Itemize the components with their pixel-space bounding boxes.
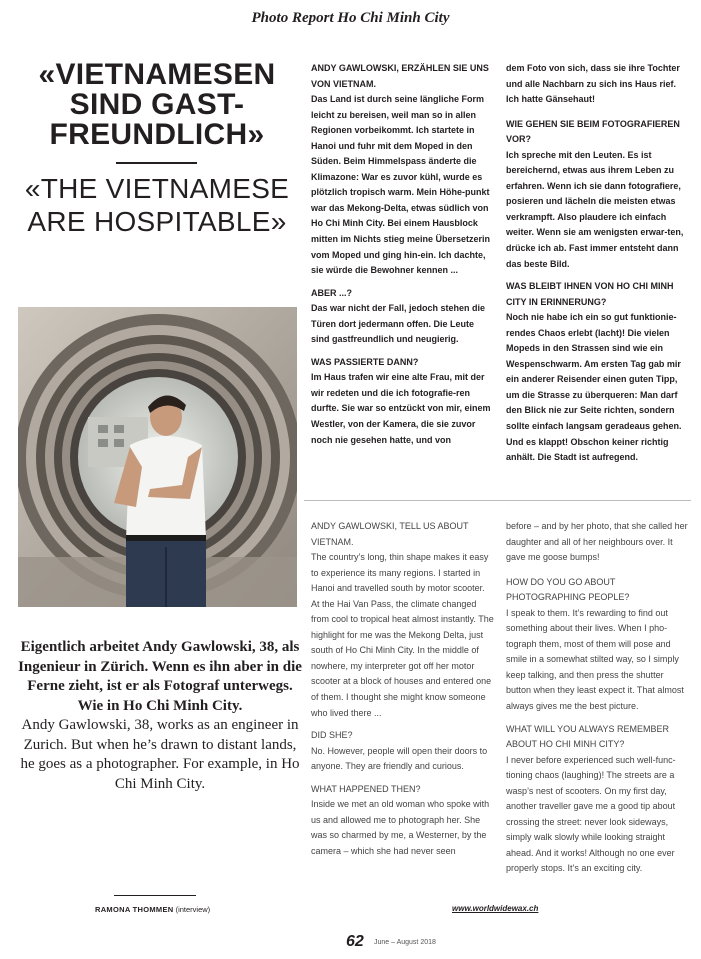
headline-german: «VIETNAMESEN SIND GAST-FREUNDLICH» [38, 58, 276, 151]
interview-answer: No. However, people will open their doors to anyone. They are friendly and curious. [311, 745, 488, 772]
language-divider [304, 500, 691, 501]
headline-english: «THE VIETNAMESE ARE HOSPITABLE» [24, 173, 290, 237]
interview-question: ANDY GAWLOWSKI, TELL US ABOUT VIETNAM. [311, 521, 469, 547]
interview-qa [506, 61, 690, 108]
interview-answer: I speak to them. It’s rewarding to find out something about their lives. When I pho-tograph them, most of them will pose and smile in a somewhat stilted way, so I simply keep talking, and then press the shutter button when they least expect it. That almost always gives me the best picture. [506, 607, 684, 712]
interview-qa [311, 728, 495, 775]
interview-qa [311, 782, 495, 860]
interview-question: WHAT WILL YOU ALWAYS REMEMBER ABOUT HO CHI MINH CITY? [506, 723, 670, 750]
credit-line [95, 905, 210, 914]
page-number: 62 [346, 933, 364, 950]
interview-question: DID SHE? [311, 730, 353, 741]
interview-answer: Das war nicht der Fall, jedoch stehen die Türen dort jedermann offen. Die Leute sind gastfreundlich und neugierig. [311, 303, 486, 345]
interview-qa [311, 286, 495, 348]
german-interview-column-1 [311, 61, 495, 455]
interview-qa [506, 117, 690, 272]
interview-answer: I never before experienced such well-func-tioning chaos (laughing)! The streets are a wasp’s nest of scooters. On my first day, another traveller gave me a good tip about crossing the street: never look sideways, simply walk slowly while looking straight ahead. And it works! Although no one ever properly stops. It’s an exciting city. [506, 754, 676, 874]
interview-answer: The country’s long, thin shape makes it easy to experience its many regions. I started in Hanoi and travelled south by motor scooter. At the Hai Van Pass, the climate changed from cool to tropical heat almost instantly. The highlight for me was the Mekong Delta, just south of Ho Chi Minh City. In the middle of nowhere, my interpreter got off her motor scooter at a block of houses and entered one of them. I thought she might know someone who lived there ... [311, 552, 494, 718]
english-interview-column-2 [506, 519, 690, 884]
interview-answer: Das Land ist durch seine längliche Form leicht zu bereisen, weil man so in allen Regionen vorbeikommt. Ich startete in Hanoi und fuhr mit dem Moped in den Süden. Beim Himmelspass änderte die Klimazone: War es zuvor kühl, wurde es plötzlich tropisch warm. Mein Höhe-punkt war das Mekong-Delta, etwas südlich von Ho Chi Minh City. Bei einem Hausblock mitten im Nichts stieg meine Übersetzerin vom Moped und ging hin-ein. Ich dachte, sie würde die Bewohner kennen ... [311, 94, 491, 276]
interview-qa [506, 279, 690, 466]
interview-answer: Inside we met an old woman who spoke with us and allowed me to photograph her. She was so charmed by me, a Westerner, by the camera – which she had never seen [311, 799, 490, 856]
german-interview-column-2 [506, 61, 690, 473]
interview-question: ABER ...? [311, 287, 353, 298]
interview-question: WIE GEHEN SIE BEIM FOTOGRAFIEREN VOR? [506, 118, 680, 145]
interview-qa [311, 519, 495, 721]
interview-qa [506, 722, 690, 877]
interview-question: HOW DO YOU GO ABOUT PHOTOGRAPHING PEOPLE? [506, 576, 630, 603]
credit-divider [114, 895, 196, 896]
intro-english: Andy Gawlowski, 38, works as an engineer in Zurich. But when he’s drawn to distant lands, he goes as a photographer. For example, in Ho Chi Minh City. [20, 717, 300, 792]
interview-qa [311, 355, 495, 448]
intro-german: Eigentlich arbeitet Andy Gawlowski, 38, als Ingenieur in Zürich. Wenn es ihn aber in die Ferne zieht, ist er als Fotograf unterwegs. Wie in Ho Chi Minh City. [18, 639, 302, 714]
concrete-ring-illustration [18, 307, 297, 607]
interview-question: WHAT HAPPENED THEN? [311, 783, 421, 794]
english-interview-column-1 [311, 519, 495, 866]
interview-qa [311, 61, 495, 279]
portrait-photo [18, 307, 297, 607]
intro-text [16, 638, 304, 794]
interview-answer: dem Foto von sich, dass sie ihre Tochter und alle Nachbarn zu sich ins Haus rief. Ich hatte Gänsehaut! [506, 63, 680, 105]
credit-role: (interview) [175, 905, 211, 914]
interview-question: WAS PASSIERTE DANN? [311, 356, 419, 367]
interview-answer: Im Haus trafen wir eine alte Frau, mit der wir redeten und die ich fotografie-ren durfte. Sie war so entzückt von mir, einem Westler, von der Kamera, die sie zuvor noch nie gesehen hatte, und von [311, 372, 491, 445]
interview-question: WAS BLEIBT IHNEN VON HO CHI MINH CITY IN ERINNERUNG? [506, 281, 674, 307]
interview-question: ANDY GAWLOWSKI, ERZÄHLEN SIE UNS VON VIETNAM. [311, 63, 489, 89]
credit-name: RAMONA THOMMEN [95, 905, 174, 914]
headline-divider [116, 162, 197, 164]
interview-answer: Noch nie habe ich ein so gut funktionie-rendes Chaos erlebt (lacht)! Die vielen Mopeds in den Strassen sind wie ein Wespenschwarm. Am ersten Tag gab mir ein anderer Reisender einen guten Tipp, um die Strasse zu überqueren: Man darf den Blick nie zur Seite richten, sondern sollte einfach langsam geradeaus gehen. Und es klappt! Obschon keiner richtig anhält. Die Stadt ist aufregend. [506, 312, 682, 463]
interview-answer: Ich spreche mit den Leuten. Es ist bereichernd, etwas aus ihrem Leben zu erfahren. Wenn ich sie dann fotografiere, posieren und lächeln die meisten etwas verkrampft. Also plaudere ich einfach weiter. Wenn sie am wenigsten erwar-ten, drücke ich ab. Fast immer entsteht dann das beste Bild. [506, 149, 684, 269]
interview-qa [506, 575, 690, 715]
magazine-section-title: Photo Report Ho Chi Minh City [251, 10, 450, 26]
interview-qa [506, 519, 690, 566]
interview-answer: before – and by her photo, that she called her daughter and all of her neighbours over. It gave me goose bumps! [506, 521, 688, 563]
issue-date: June – August 2018 [374, 939, 436, 946]
website-link[interactable]: www.worldwidewax.ch [452, 904, 539, 913]
